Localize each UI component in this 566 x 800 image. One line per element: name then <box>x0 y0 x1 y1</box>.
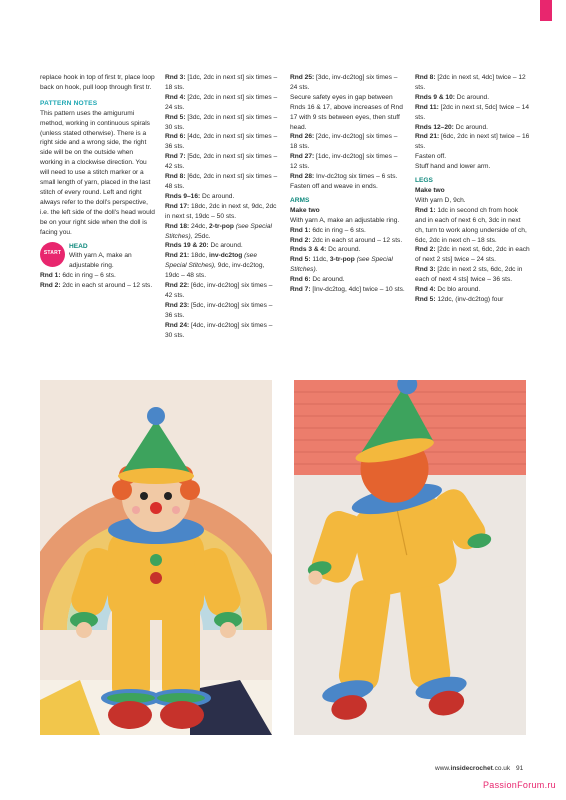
start-badge: START <box>40 242 65 267</box>
rnd-label: Rnd 21: <box>415 133 440 141</box>
stitch-name: 3-tr-pop <box>329 256 355 264</box>
rnd-text: [6dc, 2dc in next st] six times – 48 sts. <box>165 173 278 190</box>
arm-rnd-7 <box>290 285 405 295</box>
arm-rnd-11 <box>415 103 530 123</box>
url-brand: insidecrochet <box>450 765 493 772</box>
rnd-label: Rnd 2: <box>290 236 311 244</box>
clown-doll-front-photo <box>40 380 272 735</box>
rnd-text: [3dc, 2dc in next st] six times – 30 sts. <box>165 113 278 131</box>
page-number: 91 <box>515 765 524 772</box>
head-rnd-26 <box>290 132 405 152</box>
legs-make-two: Make two <box>415 186 445 194</box>
head-rnd-8 <box>165 172 280 192</box>
rnd-text: [5dc, inv-dc2tog] six times – 36 sts. <box>165 301 273 319</box>
rnd-text: 2dc in each st around – 12 sts. <box>310 236 403 244</box>
arm-rnd-1 <box>290 226 405 236</box>
rnd-text: 6dc in ring – 6 sts. <box>310 226 366 234</box>
rnd-text: Dc around. <box>310 276 345 284</box>
rnd-label: Rnd 3: <box>165 74 186 81</box>
head-rnd-27 <box>290 152 405 172</box>
rnd-text: [2dc in next st, 6dc, 2dc in each of next 2 sts] twice – 24 sts. <box>415 246 530 264</box>
rnd-text: Dc around. <box>326 246 361 254</box>
arm-fasten-off: Fasten off. <box>415 153 447 161</box>
rnd-label: Rnd 27: <box>290 153 315 161</box>
pattern-notes-heading: PATTERN NOTES <box>40 99 98 107</box>
rnd-text: [1dc, 2dc in next st] six times – 18 sts. <box>165 74 278 91</box>
clown-doll-back-illustration <box>294 380 526 735</box>
rnd-text: Dc around. <box>200 192 235 200</box>
rnd-text: Dc around. <box>208 242 243 250</box>
rnd-text: [6dc, inv-dc2tog] six times – 42 sts. <box>165 282 273 299</box>
head-rnd-24 <box>165 321 280 341</box>
rnd-label: Rnd 2: <box>40 282 61 290</box>
rnd-text: [2dc, inv-dc2tog] six times – 18 sts. <box>290 133 398 151</box>
rnd-label: Rnd 3: <box>415 266 436 274</box>
rnd-label: Rnds 9 & 10: <box>415 93 455 101</box>
rnd-text: Inv-dc2tog six times – 6 sts. <box>314 173 398 181</box>
intro-text: replace hook in top of first tr, place loop back on hook, pull loop through first tr. <box>40 74 155 91</box>
leg-rnd-5 <box>415 295 530 305</box>
watermark: PassionForum.ru <box>482 780 556 790</box>
head-rnd-6 <box>165 132 280 152</box>
rnd-label: Rnd 4: <box>415 286 436 294</box>
text-column-2 <box>165 73 280 340</box>
rnd-text: [4dc, 2dc in next st] six times – 36 sts. <box>165 133 278 151</box>
rnd-text-end: 25dc. <box>192 232 211 240</box>
rnd-label: Rnd 18: <box>165 222 190 230</box>
safety-eyes-instruction: Secure safety eyes in gap between Rnds 16 & 17, above increases of Rnd 17 with 9 sts between eyes, then stuff head. <box>290 93 403 131</box>
rnd-text: 18dc, 2dc in next st, 9dc, 2dc in next st, 19dc – 50 sts. <box>165 202 277 220</box>
rnd-text: [2dc in next st, 4dc] twice – 12 sts. <box>415 74 526 91</box>
arms-heading: ARMS <box>290 196 310 204</box>
rnd-text: [3dc, inv-dc2tog] six times – 24 sts. <box>290 74 398 91</box>
footer-url-page <box>435 765 523 772</box>
rnd-label: Rnd 28: <box>290 173 315 181</box>
rnd-text: [2dc in next st, 5dc] twice – 14 sts. <box>415 103 529 121</box>
rnd-text: [2dc in next 2 sts, 6dc, 2dc in each of next 4 sts] twice – 36 sts. <box>415 266 523 284</box>
rnd-label: Rnd 2: <box>415 246 436 254</box>
head-rnd-5 <box>165 113 280 133</box>
rnd-text: Dc around. <box>454 93 490 101</box>
arm-rnd-12-20 <box>415 123 530 133</box>
stitch-name: inv-dc2tog <box>208 252 243 260</box>
pattern-notes-body: This pattern uses the amigurumi method, working in continuous spirals (unless stated otherwise). There is a right side and a wrong side, the right side will be on the outside when working in a clockwise direction. You will need to use a stitch marker or a small length of yarn, placed in the last stitch of every round. Left and right always refer to the doll's perspective, i.e. the left side of the doll's head would be on your right side when the doll is facing you. <box>40 109 155 236</box>
rnd-text: 24dc, <box>189 222 209 230</box>
head-rnd-2 <box>40 281 155 291</box>
arm-rnd-21 <box>415 132 530 152</box>
url-prefix: www. <box>435 765 451 772</box>
head-rnd-4 <box>165 93 280 113</box>
arm-rnd-5 <box>290 255 405 275</box>
text-column-4 <box>415 73 530 305</box>
head-section-header <box>40 242 155 272</box>
arm-rnd-3-4 <box>290 245 405 255</box>
head-rnd-22 <box>165 281 280 301</box>
rnd-label: Rnds 19 & 20: <box>165 242 209 250</box>
rnd-text: [4dc, inv-dc2tog] six times – 30 sts. <box>165 321 273 339</box>
head-rnd-3 <box>165 73 280 93</box>
text-column-3 <box>290 73 405 295</box>
url-suffix: .co.uk <box>492 765 511 772</box>
special-stitch-ref: (see Special Stitches), <box>165 222 273 240</box>
rnd-label: Rnds 9–16: <box>165 192 201 200</box>
rnd-label: Rnd 5: <box>290 256 311 264</box>
head-intro: With yarn A, make an adjustable ring. <box>69 252 132 270</box>
leg-rnd-1 <box>415 206 530 246</box>
head-rnd-23 <box>165 301 280 321</box>
leg-rnd-2 <box>415 245 530 265</box>
rnd-label: Rnd 8: <box>165 173 186 181</box>
rnd-text: [2dc, 2dc in next st] six times – 24 sts. <box>165 93 278 111</box>
head-rnd-7 <box>165 152 280 172</box>
rnd-text: [6dc, 2dc in next st] twice – 16 sts. <box>415 133 530 151</box>
rnd-label: Rnd 21: <box>165 252 190 260</box>
rnd-text: [Inv-dc2tog, 4dc] twice – 10 sts. <box>310 286 405 294</box>
head-rnd-18 <box>165 222 280 242</box>
rnd-label: Rnds 3 & 4: <box>290 246 327 254</box>
stitch-name: 2-tr-pop <box>208 222 234 230</box>
arm-stuff-text: Stuff hand and lower arm. <box>415 163 491 171</box>
special-stitch-ref: (see Special Stitches). <box>290 256 393 274</box>
rnd-label: Rnd 25: <box>290 74 315 81</box>
leg-rnd-4 <box>415 285 530 295</box>
arm-rnd-8 <box>415 73 530 93</box>
rnd-text: 12dc, (inv-dc2tog) four <box>435 295 504 303</box>
text-column-1 <box>40 73 155 291</box>
rnd-text: 6dc in ring – 6 sts. <box>60 272 116 280</box>
leg-rnd-3 <box>415 265 530 285</box>
head-rnd-21 <box>165 251 280 281</box>
rnd-label: Rnd 1: <box>415 206 436 214</box>
rnd-label: Rnd 4: <box>165 93 186 101</box>
head-rnd-19-20 <box>165 241 280 251</box>
fasten-off-text: Fasten off and weave in ends. <box>290 182 378 190</box>
rnd-label: Rnd 26: <box>290 133 315 141</box>
rnd-text: 18dc, <box>189 252 209 260</box>
rnd-label: Rnd 23: <box>165 301 190 309</box>
rnd-text: Dc blo around. <box>435 286 481 294</box>
rnd-label: Rnds 12–20: <box>415 123 454 131</box>
rnd-text: [5dc, 2dc in next st] six times – 42 sts. <box>165 153 278 171</box>
rnd-label: Rnd 11: <box>415 103 439 111</box>
rnd-label: Rnd 5: <box>165 113 186 121</box>
rnd-label: Rnd 7: <box>290 286 311 294</box>
head-heading: HEAD <box>69 242 88 250</box>
head-rnd-17 <box>165 202 280 222</box>
rnd-label: Rnd 8: <box>415 74 436 81</box>
legs-intro: With yarn D, 9ch. <box>415 196 466 204</box>
head-rnd-9-16 <box>165 192 280 202</box>
rnd-label: Rnd 7: <box>165 153 186 161</box>
arms-intro: With yarn A, make an adjustable ring. <box>290 216 400 224</box>
rnd-label: Rnd 5: <box>415 295 436 303</box>
rnd-label: Rnd 1: <box>290 226 311 234</box>
arms-make-two: Make two <box>290 206 320 214</box>
rnd-text: 2dc in each st around – 12 sts. <box>60 282 153 290</box>
arm-rnd-9-10 <box>415 93 530 103</box>
clown-doll-back-photo <box>294 380 526 735</box>
arm-rnd-2 <box>290 236 405 246</box>
head-rnd-28 <box>290 172 405 182</box>
head-rnd-25 <box>290 73 405 93</box>
page-accent-stripe <box>540 0 552 21</box>
rnd-text: [1dc, inv-dc2tog] six times – 12 sts. <box>290 153 398 171</box>
rnd-label: Rnd 24: <box>165 321 190 329</box>
head-rnd-1 <box>40 271 155 281</box>
rnd-text-end: 9dc, inv-dc2tog, 19dc – 48 sts. <box>165 262 265 280</box>
rnd-label: Rnd 1: <box>40 272 61 280</box>
legs-heading: LEGS <box>415 177 433 185</box>
rnd-label: Rnd 6: <box>165 133 186 141</box>
clown-doll-front-illustration <box>40 380 272 735</box>
rnd-label: Rnd 22: <box>165 282 190 290</box>
rnd-text: 11dc, <box>310 256 330 264</box>
rnd-label: Rnd 17: <box>165 202 190 210</box>
rnd-text: 1dc in second ch from hook and in each of next 6 ch, 3dc in next ch, turn to work along underside of ch, 6dc, 2dc in next ch – 18 sts. <box>415 206 527 244</box>
rnd-label: Rnd 6: <box>290 276 311 284</box>
arm-rnd-6 <box>290 275 405 285</box>
rnd-text: Dc around. <box>453 123 488 131</box>
special-stitch-ref: (see Special Stitches), <box>165 252 257 270</box>
